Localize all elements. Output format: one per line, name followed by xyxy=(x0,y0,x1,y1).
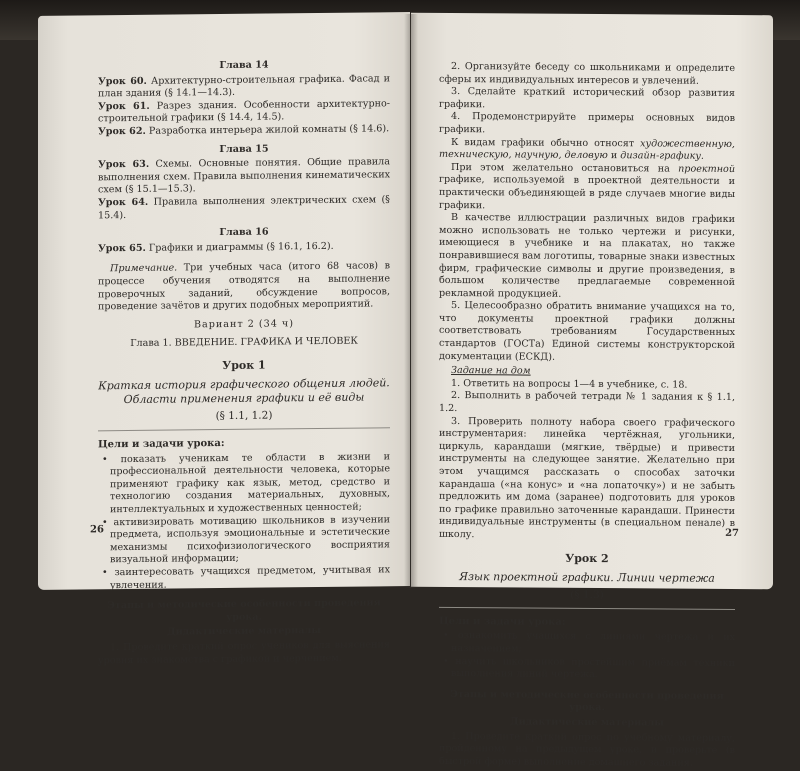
chapter-14-title: Глава 14 xyxy=(219,59,269,72)
divider xyxy=(439,607,735,610)
lesson-line xyxy=(98,123,390,139)
lesson-text: Схемы. Основные понятия. Общие правила выполнения схем. Правила выполнения кинематических схем (§ 15.1—15.3). xyxy=(98,156,390,196)
chapter-16-title: Глава 16 xyxy=(219,226,269,239)
page-number-right: 27 xyxy=(725,527,739,540)
lesson-1-sections: (§ 1.1, 1.2) xyxy=(215,409,273,423)
goal-text: научить школьников простейшим приёмам техники выполнения линий чертежа. xyxy=(451,655,735,681)
goal-text: показать ученикам те области в жизни и профессиональной деятельности человека, которые применяют графику как язык, метод, средство и технологию создания материальных, духовных, интеллектуальных и художественных ценностей; xyxy=(110,450,390,516)
lesson-line xyxy=(98,98,390,126)
paragraph-1: 1. Проведите краткий опрос по учебному материалу, пройденному на предыдущем уроке, и проверьте (в быстрой форме) выполнение домашнего задания. xyxy=(439,730,735,769)
note-label: Примечание. xyxy=(110,262,178,275)
lesson-2-sections: (§ 1.3) xyxy=(570,589,604,602)
didactic-title: Дидактические материалы xyxy=(510,716,664,729)
chapter-16-lessons xyxy=(98,240,390,256)
lesson-number: Урок 60. xyxy=(98,75,147,87)
item-2: 2. Организуйте беседу со школьниками и определите сферы их индивидуальных интересов и увлечений. xyxy=(439,61,735,87)
text: графике, используемой в проектной деятельности и практически объединяющей в ряде случаев многие виды графики. xyxy=(439,174,735,211)
goal-item: • активизировать мотивацию школьников в изучении предмета, используя эмоциональные и эстетические механизмы психофизиологического восприятия визуальной информации; xyxy=(102,513,390,566)
lesson-number: Урок 64. xyxy=(98,196,149,209)
lesson-line xyxy=(98,73,390,101)
lesson-2-topic: Язык проектной графики. Линии чертежа xyxy=(459,570,715,586)
chapter-15-title: Глава 15 xyxy=(219,143,269,155)
chapter-15-lessons xyxy=(98,156,390,222)
text-italic: проектной xyxy=(678,163,735,175)
item-4: 4. Продемонстрируйте примеры основных видов графики. xyxy=(439,111,735,136)
goal-item: • научить школьников простейшим приёмам техники выполнения линий чертежа. xyxy=(443,655,735,681)
left-page-content xyxy=(98,52,390,667)
text: При этом желательно остановиться на xyxy=(451,161,679,175)
goal-text: ознакомить учащихся с линиями чертежа и их назначением; xyxy=(451,630,735,655)
kinds-paragraph xyxy=(439,136,735,163)
goal-item: • показать ученикам те области в жизни и профессиональной деятельности человека, которые применяют графику как язык, метод, средство и технологию создания материальных, духовных, интеллектуальных и художественных ценностей; xyxy=(102,450,390,516)
lesson-text: Разработка интерьера жилой комнаты (§ 14.6). xyxy=(145,123,390,137)
text-italic: художественную, техническую, научную, деловую xyxy=(439,137,735,162)
lesson-line xyxy=(98,156,390,197)
variant-heading: Вариант 2 (34 ч) xyxy=(193,317,294,331)
book-spine xyxy=(404,14,418,588)
lesson-number: Урок 62. xyxy=(98,125,146,138)
homework-label: Задание на дом xyxy=(451,365,531,377)
open-book xyxy=(38,14,773,769)
text: и xyxy=(607,150,621,162)
chapter-1-title: Глава 1. ВВЕДЕНИЕ. ГРАФИКА И ЧЕЛОВЕК xyxy=(130,335,358,350)
text: К видам графики обычно относят xyxy=(451,136,641,149)
left-page xyxy=(38,12,410,666)
lesson-number: Урок 65. xyxy=(98,242,146,255)
lesson-text: Архитектурно-строительная графика. Фасад и план здания (§ 14.1—14.3). xyxy=(98,72,390,100)
lesson-text: Разрез здания. Особенности архитектурно-строительной графики (§ 14.4, 14.5). xyxy=(98,98,390,125)
lesson-number: Урок 61. xyxy=(98,100,150,113)
goal-text: активизировать мотивацию школьников в изучении предмета, используя эмоциональные и эстетические механизмы психофизиологического восприятия визуальной информации; xyxy=(110,513,390,566)
lesson-1-title: Урок 1 xyxy=(222,358,266,372)
stages-title: Этапы и методические особенности проведения урока. xyxy=(450,688,724,714)
lesson-text: Правила выполнения электрических схем (§ 15.4). xyxy=(98,194,390,221)
lesson-text: Графики и диаграммы (§ 16.1, 16.2). xyxy=(145,240,334,254)
note-text: Три учебных часа (итого 68 часов) в процессе обучения отводятся на выполнение проверочных заданий, обсуждение вопросов, проведение зачётов и других подобных мероприятий. xyxy=(98,260,390,313)
goal-text: заинтересовать учащихся предметом, учитывая их увлечения. xyxy=(110,564,390,591)
divider xyxy=(98,427,390,431)
goal-item: • заинтересовать учащихся предметом, учитывая их увлечения. xyxy=(102,564,390,591)
paragraph-1: 1. Проведите краткий опрос учеников для выяснения уровня их знакомства с графикой и черчением. xyxy=(98,639,390,666)
chapter-14-lessons xyxy=(98,73,390,139)
illustration-paragraph: В качестве иллюстрации различных видов графики можно использовать не только чертежи и рисунки, имеющиеся в учебнике и на плакатах, но также понравившиеся вам логотипы, товарные знаки известных фирм, графические символы и другие произведения, в большом количестве предлагаемые современной рекламной продукцией. xyxy=(439,212,735,300)
project-paragraph xyxy=(439,162,735,214)
page-number-left: 26 xyxy=(90,524,104,536)
goals-label: Цели и задачи урока: xyxy=(439,615,566,628)
right-page xyxy=(411,13,773,769)
lesson-2-title: Урок 2 xyxy=(565,551,609,565)
stages-title: Этапы и методические особенности проведения урока. xyxy=(107,597,381,623)
homework-item: 3. Проверить полноту набора своего графического инструментария: линейка чертёжная, угольники, циркуль, карандаши (мягкие, твёрдые) и привести инструменты на следующее занятие. Желательно при этом учащимся рассказать о способах заточки карандаша («на конус» и «на лопаточку») и не забыть предложить им дома (заранее) подготовить для уроков по графике правильно заточенные карандаши. Принести индивидуальные инструменты (в специальном пенале) в школу. xyxy=(439,415,735,541)
lesson-number: Урок 63. xyxy=(98,158,150,171)
lesson-line xyxy=(98,194,390,222)
didactic-title: Дидактические материалы xyxy=(167,625,321,638)
goals-label: Цели и задачи урока: xyxy=(98,438,225,451)
note-paragraph xyxy=(98,261,390,314)
item-5: 5. Целесообразно обратить внимание учащихся на то, что документы проектной графики должны соответствовать требованиям Государственных стандартов (ГОСТа) Единой системы конструкторской документации (ЕСКД). xyxy=(439,300,735,363)
homework-item: 1. Ответить на вопросы 1—4 в учебнике, с. 18. xyxy=(451,377,688,391)
lesson-line xyxy=(98,240,390,256)
text-italic: дизайн-графику. xyxy=(620,150,704,162)
goal-item: • ознакомить учащихся с линиями чертежа и их назначением; xyxy=(443,630,735,655)
lesson-1-topic: Краткая история графического общения людей. Области применения графики и её виды xyxy=(98,376,390,407)
homework-item: 2. Выполнить в рабочей тетради № 1 задания к § 1.1, 1.2. xyxy=(439,390,735,415)
right-page-content xyxy=(439,61,735,770)
item-3: 3. Сделайте краткий исторический обзор развития графики. xyxy=(439,86,735,111)
